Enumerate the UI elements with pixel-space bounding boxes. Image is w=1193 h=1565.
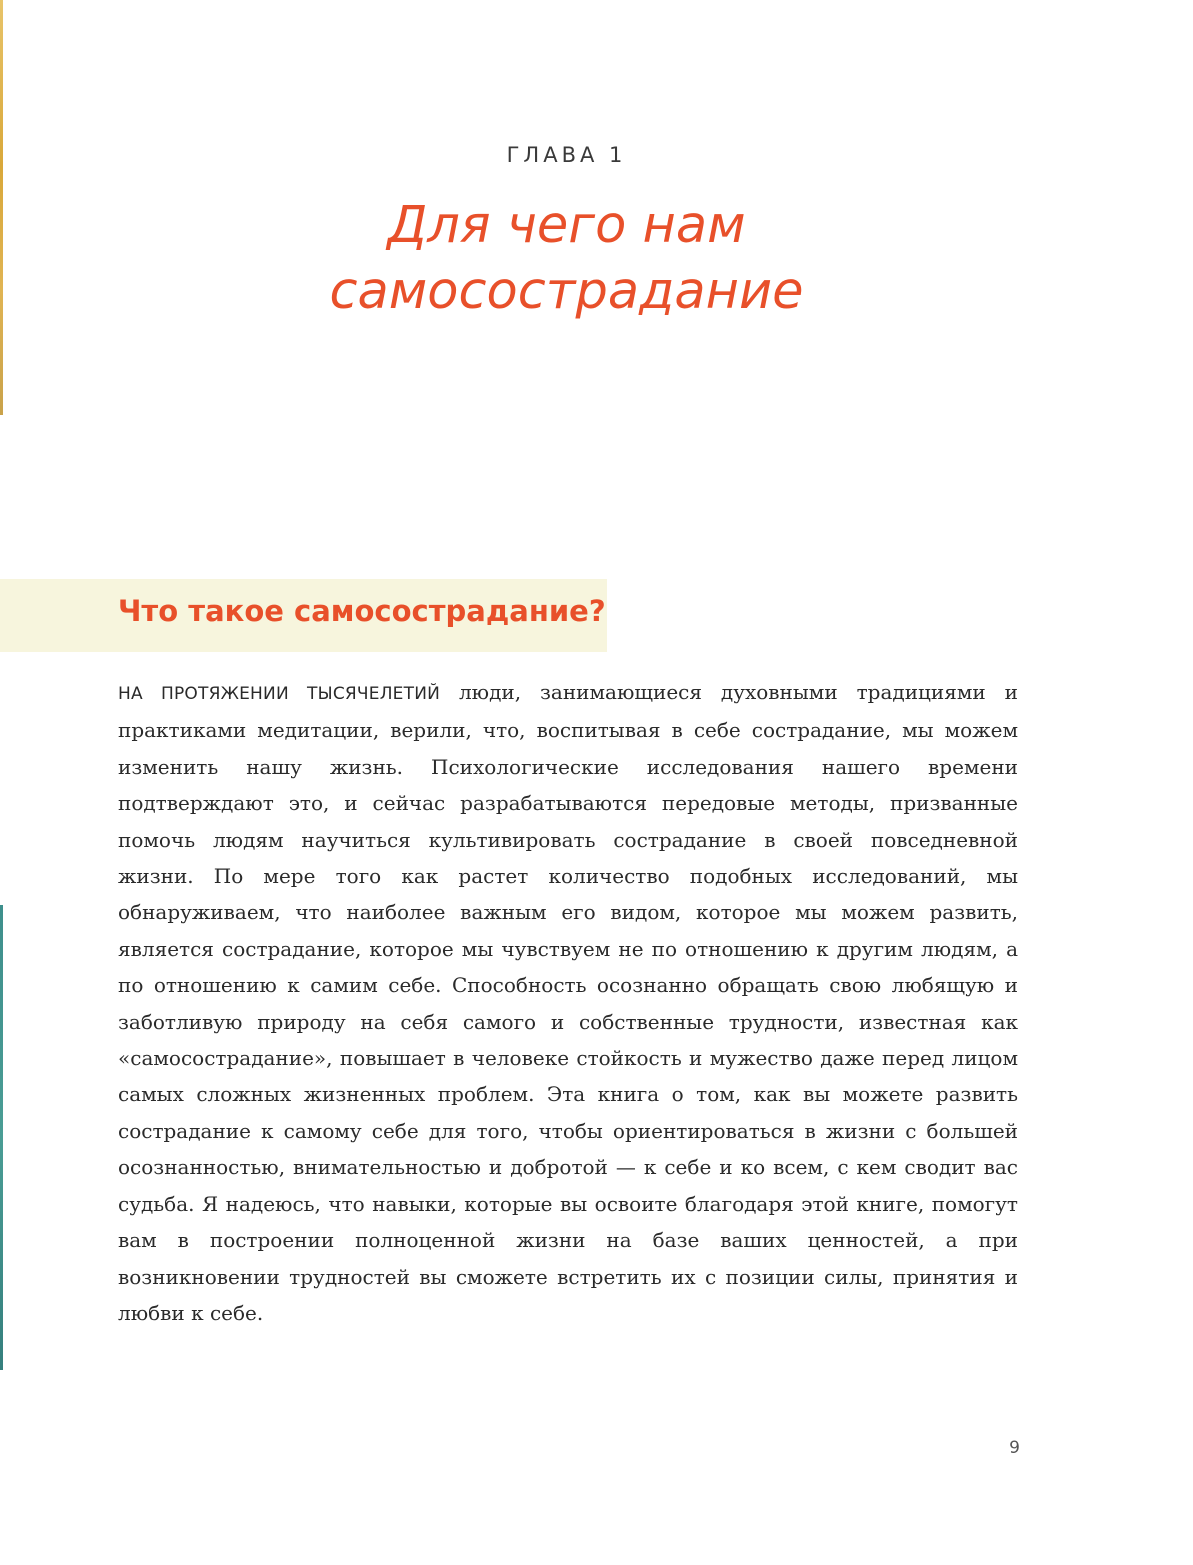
lead-in-caps: НА ПРОТЯЖЕНИИ ТЫСЯЧЕЛЕТИЙ [118,684,441,704]
body-paragraph [118,674,1018,1331]
chapter-label: ГЛАВА 1 [506,143,627,167]
chapter-title-line-1: Для чего нам [387,196,746,255]
page-number: 9 [1009,1438,1020,1458]
page-edge-decoration-bottom [0,905,3,1370]
chapter-title-line-2: самосострадание [329,262,804,321]
body-paragraph-text: люди, занимающиеся духовными традициями и практиками медитации, верили, что, воспитывая в себе сострадание, мы можем изменить нашу жизнь. Психологические исследования нашего времени подтверждают это, и сейчас разрабатываются передовые методы, призванные помочь людям научиться культивировать сострадание в своей повседневной жизни. По мере того как растет количество подобных исследований, мы обнаруживаем, что наиболее важным его видом, которое мы можем развить, является сострадание, которое мы чувствуем не по отношению к другим людям, а по отношению к самим себе. Способность осознанно обращать свою любящую и заботливую природу на себя самого и собственные трудности, известная как «самосострадание», повышает в человеке стойкость и мужество даже перед лицом самых сложных жизненных проблем. Эта книга о том, как вы можете развить сострадание к самому себе для того, чтобы ориентироваться в жизни с большей осознанностью, внимательностью и добротой — к себе и ко всем, с кем сводит вас судьба. Я надеюсь, что навыки, которые вы освоите благодаря этой книге, помогут вам в построении полноценной жизни на базе ваших ценностей, а при возникновении трудностей вы сможете встретить их с позиции силы, принятия и любви к себе. [118,680,1018,1325]
section-heading-banner [0,579,607,652]
chapter-title [0,193,1133,325]
section-title: Что такое самосострадание? [118,594,606,628]
